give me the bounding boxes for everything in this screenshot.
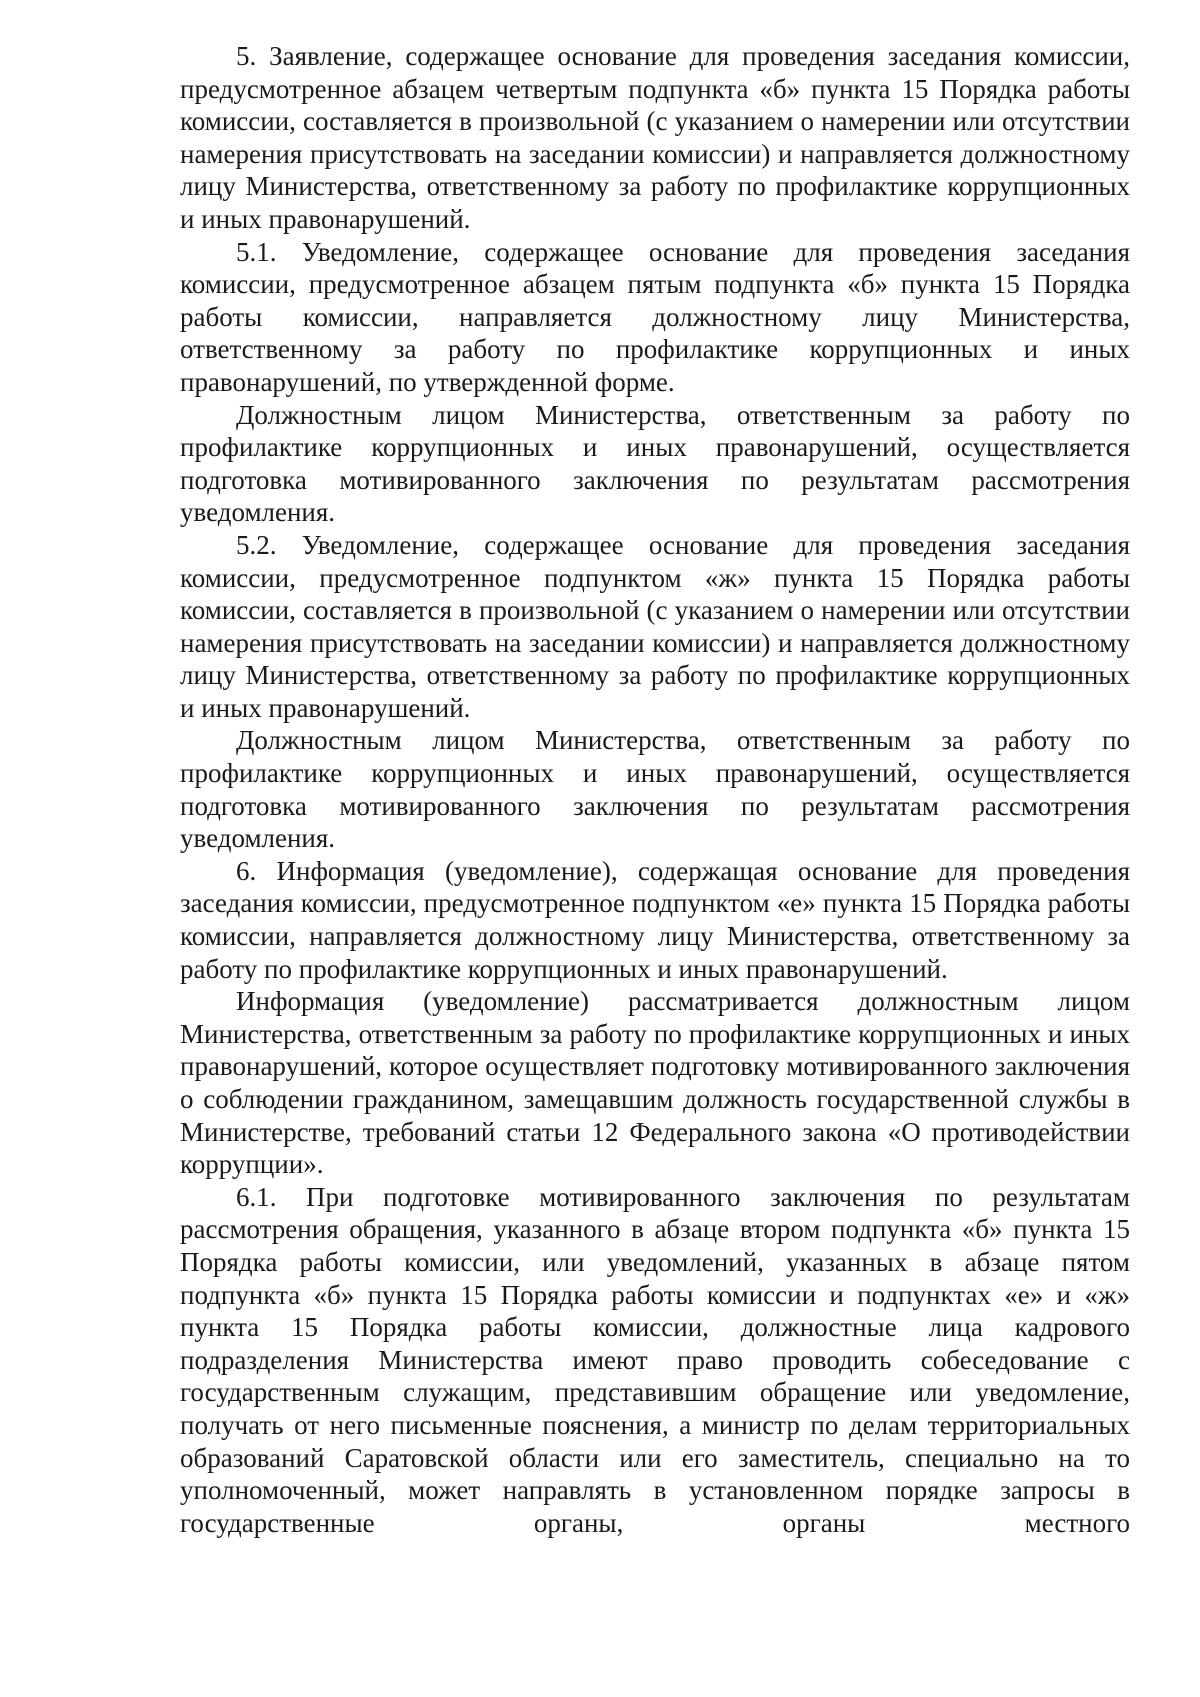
paragraph-5-2: 5.2. Уведомление, содержащее основание для проведения заседания комиссии, предусмотренное подпунктом «ж» пункта 15 Порядка работы комиссии, составляется в произвольной (с указанием о намерении или отсутствии намерения присутствовать на заседании комиссии) и направляется должностному лицу Министерства, ответственному за работу по профилактике коррупционных и иных правонарушений. — [180, 529, 1130, 723]
paragraph-5: 5. Заявление, содержащее основание для проведения заседания комиссии, предусмотренное абзацем четвертым подпункта «б» пункта 15 Порядка работы комиссии, составляется в произвольной (с указанием о намерении или отсутствии намерения присутствовать на заседании комиссии) и направляется должностному лицу Министерства, ответственному за работу по профилактике коррупционных и иных правонарушений. — [180, 41, 1130, 234]
paragraph-6: 6. Информация (уведомление), содержащая основание для проведения заседания комиссии, предусмотренное подпунктом «е» пункта 15 Порядка работы комиссии, направляется должностному лицу Министерства, ответственному за работу по профилактике коррупционных и иных правонарушений. — [180, 855, 1130, 984]
paragraph-5-2-conclusion: Должностным лицом Министерства, ответственным за работу по профилактике коррупционных и иных правонарушений, осуществляется подготовка мотивированного заключения по результатам рассмотрения уведомления. — [180, 725, 1130, 854]
paragraph-6-1: 6.1. При подготовке мотивированного заключения по результатам рассмотрения обращения, указанного в абзаце втором подпункта «б» пункта 15 Порядка работы комиссии, или уведомлений, указанных в абзаце пятом подпункта «б» пункта 15 Порядка работы комиссии и подпунктах «е» и «ж» пункта 15 Порядка работы комиссии, должностные лица кадрового подразделения Министерства имеют право проводить собеседование с государственным служащим, представившим обращение или уведомление, получать от него письменные пояснения, а министр по делам территориальных образований Саратовской области или его заместитель, специально на то уполномоченный, может направлять в установленном порядке запросы в государственные органы, органы местного — [180, 1181, 1130, 1538]
paragraph-5-1: 5.1. Уведомление, содержащее основание для проведения заседания комиссии, предусмотренное абзацем пятым подпункта «б» пункта 15 Порядка работы комиссии, направляется должностному лицу Министерства, ответственному за работу по профилактике коррупционных и иных правонарушений, по утвержденной форме. — [180, 236, 1130, 397]
paragraph-5-1-conclusion: Должностным лицом Министерства, ответственным за работу по профилактике коррупционных и иных правонарушений, осуществляется подготовка мотивированного заключения по результатам рассмотрения уведомления. — [180, 399, 1130, 528]
document-page — [180, 40, 1130, 1539]
paragraph-6-review: Информация (уведомление) рассматривается должностным лицом Министерства, ответственным за работу по профилактике коррупционных и иных правонарушений, которое осуществляет подготовку мотивированного заключения о соблюдении гражданином, замещавшим должность государственной службы в Министерстве, требований статьи 12 Федерального закона «О противодействии коррупции». — [180, 986, 1130, 1180]
